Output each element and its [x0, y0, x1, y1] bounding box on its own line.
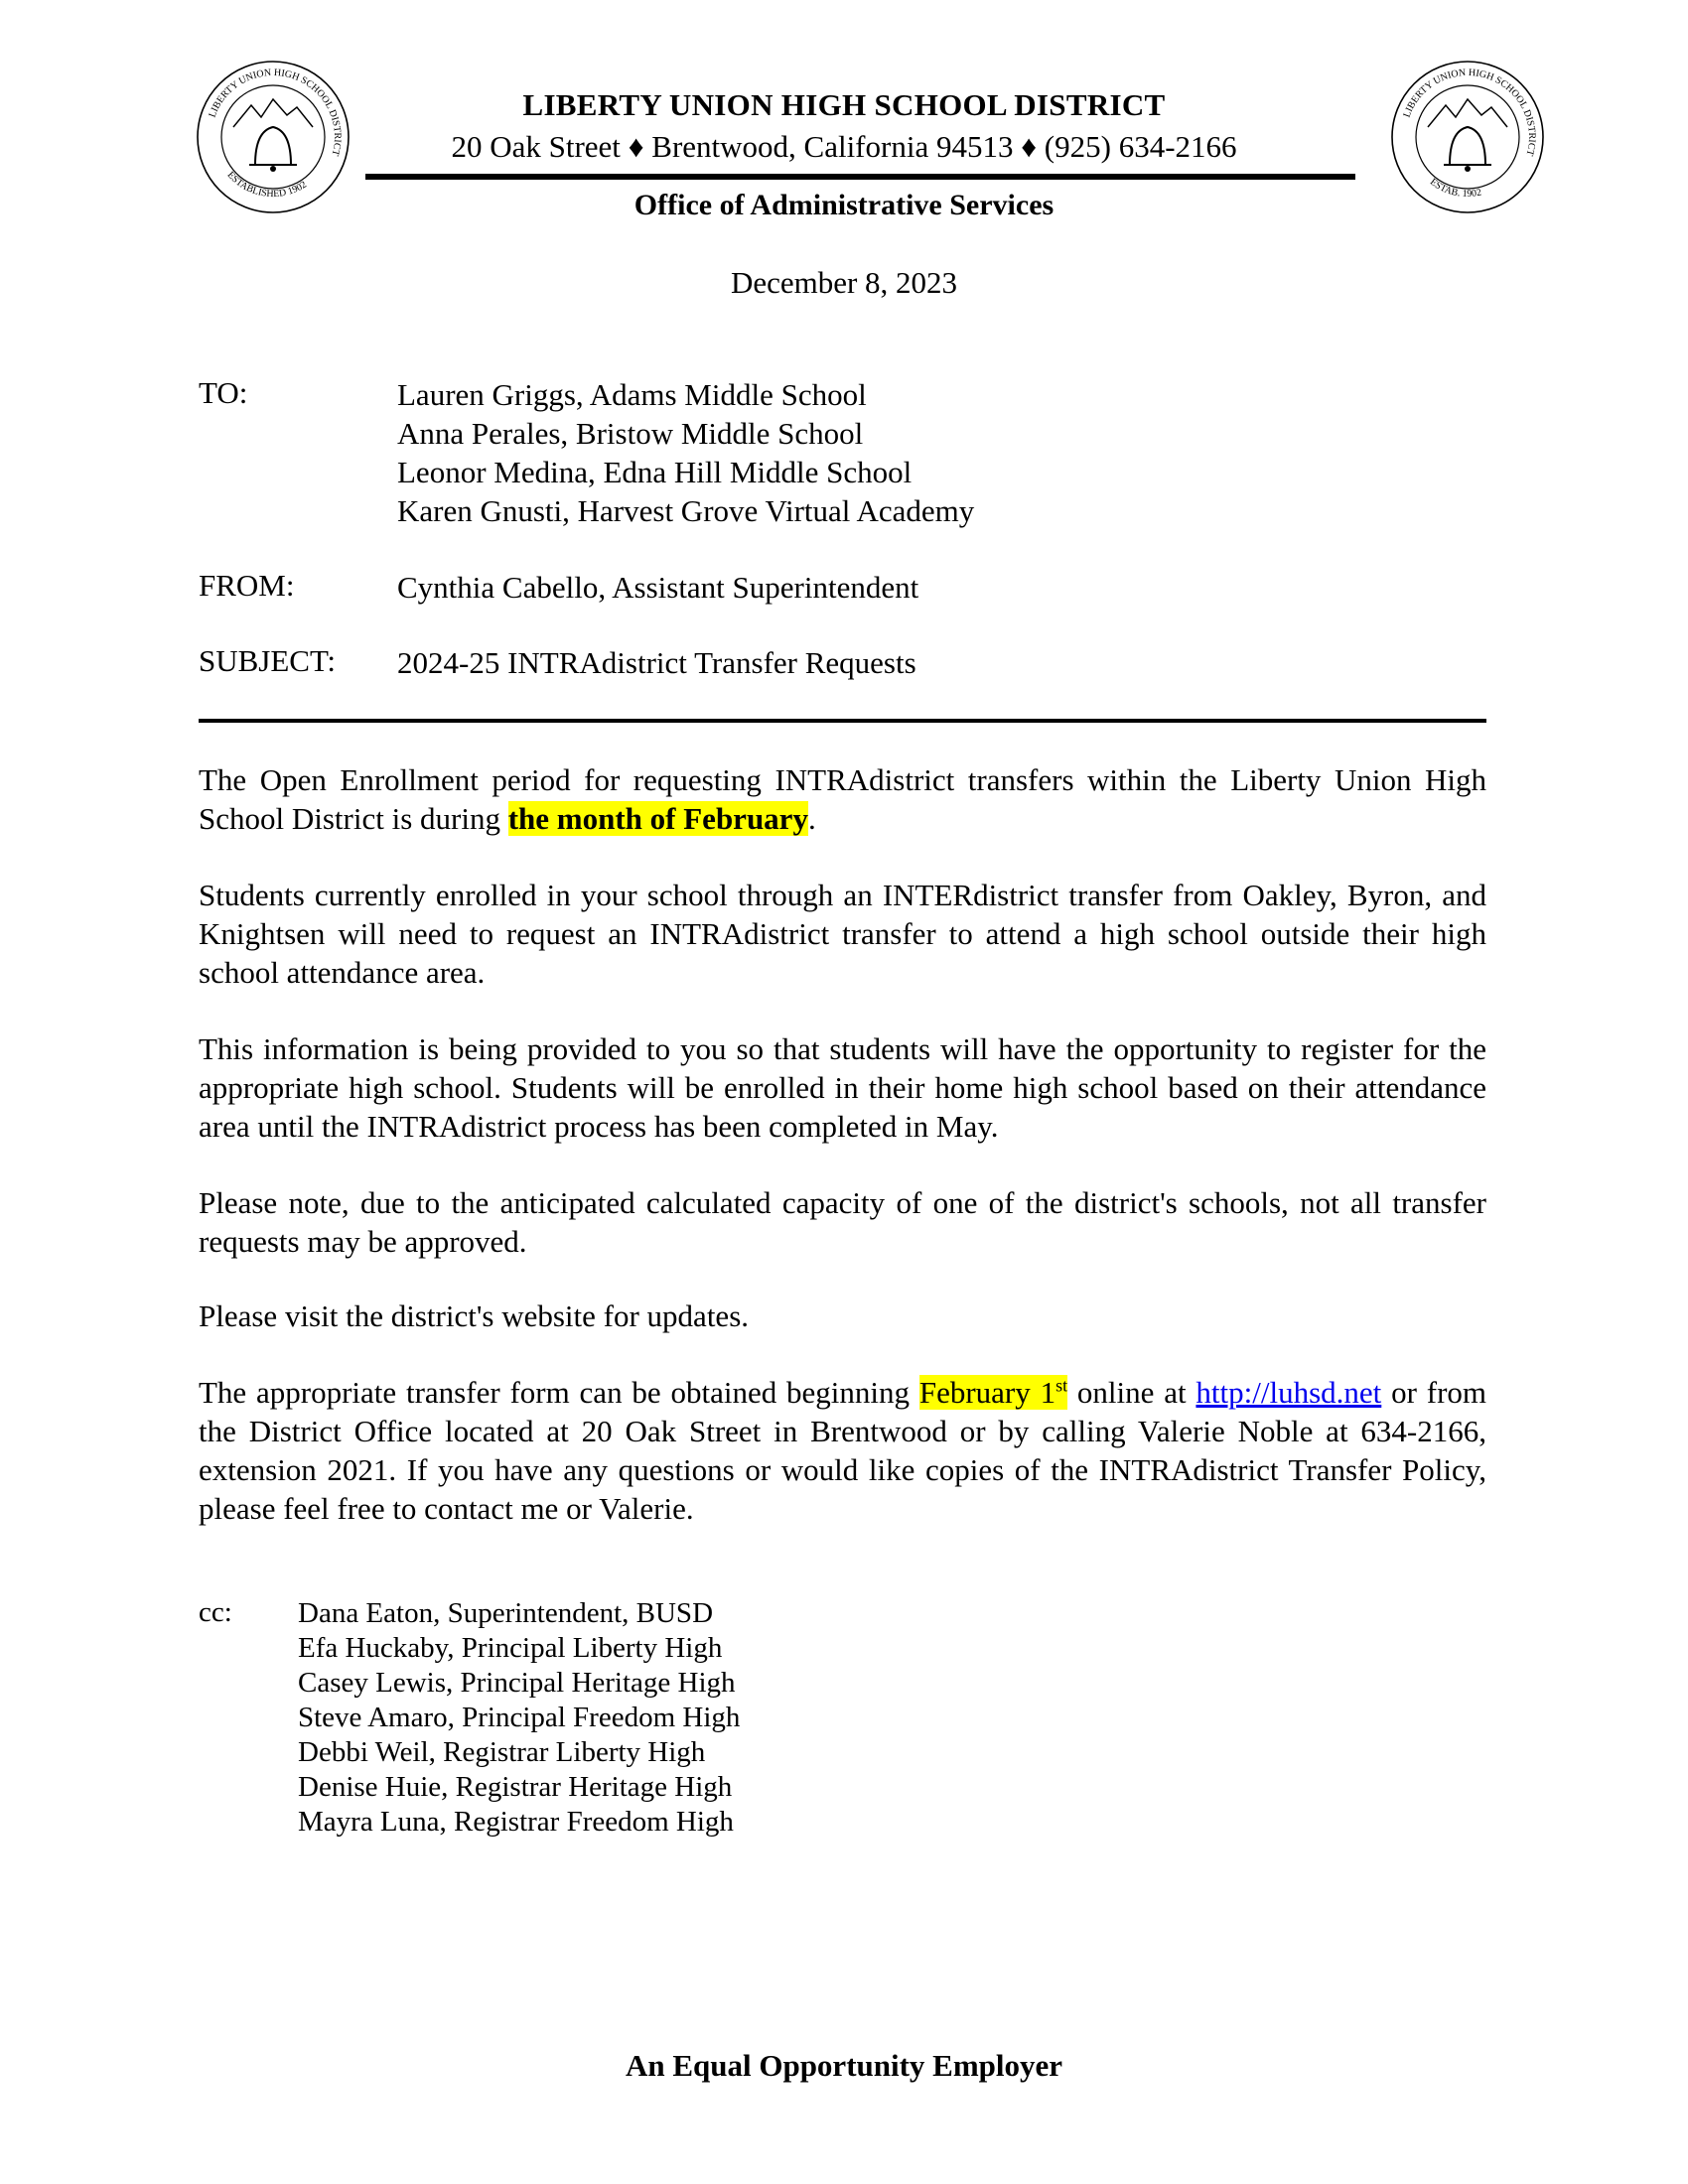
seal-right-year-text: ESTAB. 1902	[1427, 176, 1482, 201]
cc-recipient: Denise Huie, Registrar Heritage High	[298, 1771, 733, 1803]
p6-highlight-text: February 1	[918, 1375, 1056, 1410]
cc-recipient: Casey Lewis, Principal Heritage High	[298, 1667, 736, 1699]
to-label: TO:	[199, 375, 248, 410]
header-divider	[365, 174, 1355, 180]
subject-value: 2024-25 INTRAdistrict Transfer Requests	[397, 645, 916, 680]
cc-recipient: Efa Huckaby, Principal Liberty High	[298, 1632, 723, 1664]
p1-text: The Open Enrollment period for requesting INTRAdistrict transfers within the Liberty Union High School District is during	[199, 762, 1486, 836]
cc-recipient: Steve Amaro, Principal Freedom High	[298, 1702, 741, 1733]
cc-list	[298, 1596, 740, 1840]
recipient: Lauren Griggs, Adams Middle School	[397, 377, 867, 412]
p6-superscript: st	[1055, 1375, 1068, 1396]
org-address	[0, 129, 1688, 165]
paragraph-website: Please visit the district's website for updates.	[199, 1298, 750, 1333]
recipient: Karen Gnusti, Harvest Grove Virtual Academy	[397, 493, 975, 528]
street: 20 Oak Street	[451, 129, 621, 164]
org-name: LIBERTY UNION HIGH SCHOOL DISTRICT	[522, 87, 1166, 122]
diamond-separator: ♦	[1021, 129, 1038, 164]
cc-recipient: Dana Eaton, Superintendent, BUSD	[298, 1597, 714, 1629]
paragraph-enrollment-period	[199, 760, 1486, 838]
paragraph-capacity-note: Please note, due to the anticipated calculated capacity of one of the district's schools, not all transfer requests may be approved.	[199, 1185, 1486, 1259]
recipient: Anna Perales, Bristow Middle School	[397, 416, 864, 451]
p1-end: .	[807, 801, 816, 836]
city: Brentwood, California 94513	[651, 129, 1014, 164]
phone: (925) 634-2166	[1044, 129, 1237, 164]
paragraph-interdistrict: Students currently enrolled in your school through an INTERdistrict transfer from Oakley, Byron, and Knightsen will need to request an INTRAdistrict transfer to attend a high school outside their high school attendance area.	[199, 878, 1486, 990]
footer-eoe: An Equal Opportunity Employer	[625, 2048, 1063, 2083]
paragraph-transfer-form	[199, 1373, 1486, 1528]
p6-mid: online at	[1067, 1375, 1196, 1410]
memo-date: December 8, 2023	[730, 265, 958, 300]
from-label: FROM:	[199, 568, 295, 603]
to-recipients	[397, 375, 974, 530]
from-value: Cynthia Cabello, Assistant Superintendent	[397, 570, 919, 605]
office-name: Office of Administrative Services	[633, 189, 1055, 221]
p6-highlight	[919, 1375, 1067, 1410]
diamond-separator: ♦	[628, 129, 644, 164]
seal-left-year-text: ESTABLISHED 1902	[224, 169, 309, 201]
cc-label: cc:	[199, 1596, 232, 1628]
p6-end: or from the District Office located at 20 Oak Street in Brentwood or by calling Valerie Noble at 634-2166, extension 2021. If you have any questions or would like copies of the INTRAdistrict Transfer Policy, please feel free to contact me or Valerie.	[199, 1375, 1487, 1526]
cc-recipient: Mayra Luna, Registrar Freedom High	[298, 1806, 734, 1838]
district-website-link[interactable]: http://luhsd.net	[1196, 1375, 1382, 1410]
cc-recipient: Debbi Weil, Registrar Liberty High	[298, 1736, 706, 1768]
p1-highlight: the month of February	[507, 801, 808, 836]
recipient: Leonor Medina, Edna Hill Middle School	[397, 455, 913, 489]
paragraph-information: This information is being provided to you so that students will have the opportunity to register for the appropriate high school. Students will be enrolled in their home high school based on their attendance area until the INTRAdistrict process has been completed in May.	[199, 1031, 1486, 1144]
subject-label: SUBJECT:	[199, 643, 336, 678]
p6-text: The appropriate transfer form can be obtained beginning	[199, 1375, 919, 1410]
memo-divider	[199, 719, 1486, 723]
seal-right-ring-text: LIBERTY UNION HIGH SCHOOL DISTRICT	[1401, 67, 1538, 157]
seal-left-ring-text: LIBERTY UNION HIGH SCHOOL DISTRICT	[207, 67, 344, 157]
